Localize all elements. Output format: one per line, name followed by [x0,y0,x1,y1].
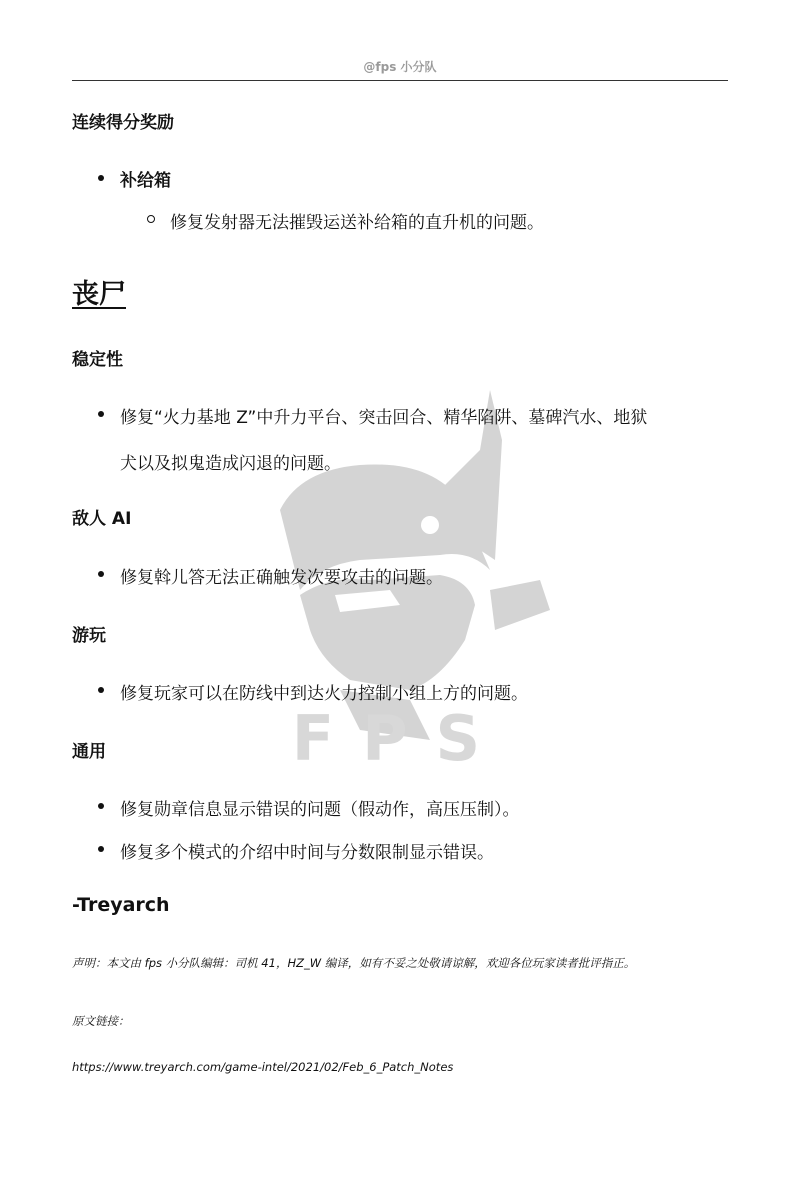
watermark-text: FPS [291,702,509,775]
bullet-dot [98,571,104,577]
general-heading: 通用 [72,742,106,762]
disclaimer-text: 声明：本文由 fps 小分队编辑：司机 41，HZ_W 编译，如有不妥之处敬请谅解，欢迎各位玩家读者批评指正。 [72,956,636,970]
gameplay-heading: 游玩 [72,626,106,646]
bullet-dot [98,175,104,181]
bullet-dot [98,803,104,809]
streak-heading: 连续得分奖励 [72,113,174,133]
source-label: 原文链接： [72,1014,130,1028]
source-link[interactable]: https://www.treyarch.com/game-intel/2021/02/Feb_6_Patch_Notes [72,1060,454,1074]
signature: -Treyarch [72,894,170,916]
bullet-dot [98,846,104,852]
general-fix-text-2: 修复多个模式的介绍中时间与分数限制显示错误。 [120,843,494,863]
bullet-dot [98,411,104,417]
bullet-dot [98,687,104,693]
enemy-ai-fix-text: 修复斡儿答无法正确触发次要攻击的问题。 [120,568,443,588]
gameplay-fix-text: 修复玩家可以在防线中到达火力控制小组上方的问题。 [120,684,528,704]
general-fix-text-1: 修复勋章信息显示错误的问题（假动作，高压压制）。 [120,800,520,820]
header-divider [72,80,728,81]
stability-fix-line1: 修复“火力基地 Z”中升力平台、突击回合、精华陷阱、墓碑汽水、地狱 [120,408,648,428]
page-header: @fps 小分队 [363,60,437,74]
stability-heading: 稳定性 [72,350,123,370]
zombies-heading: 丧尸 [72,279,126,310]
supply-fix-text: 修复发射器无法摧毁运送补给箱的直升机的问题。 [170,213,544,233]
supply-box-heading: 补给箱 [120,171,171,191]
stability-fix-line2: 犬以及拟鬼造成闪退的问题。 [120,454,341,474]
enemy-ai-heading: 敌人 AI [72,509,132,529]
sub-bullet-circle [147,215,155,223]
